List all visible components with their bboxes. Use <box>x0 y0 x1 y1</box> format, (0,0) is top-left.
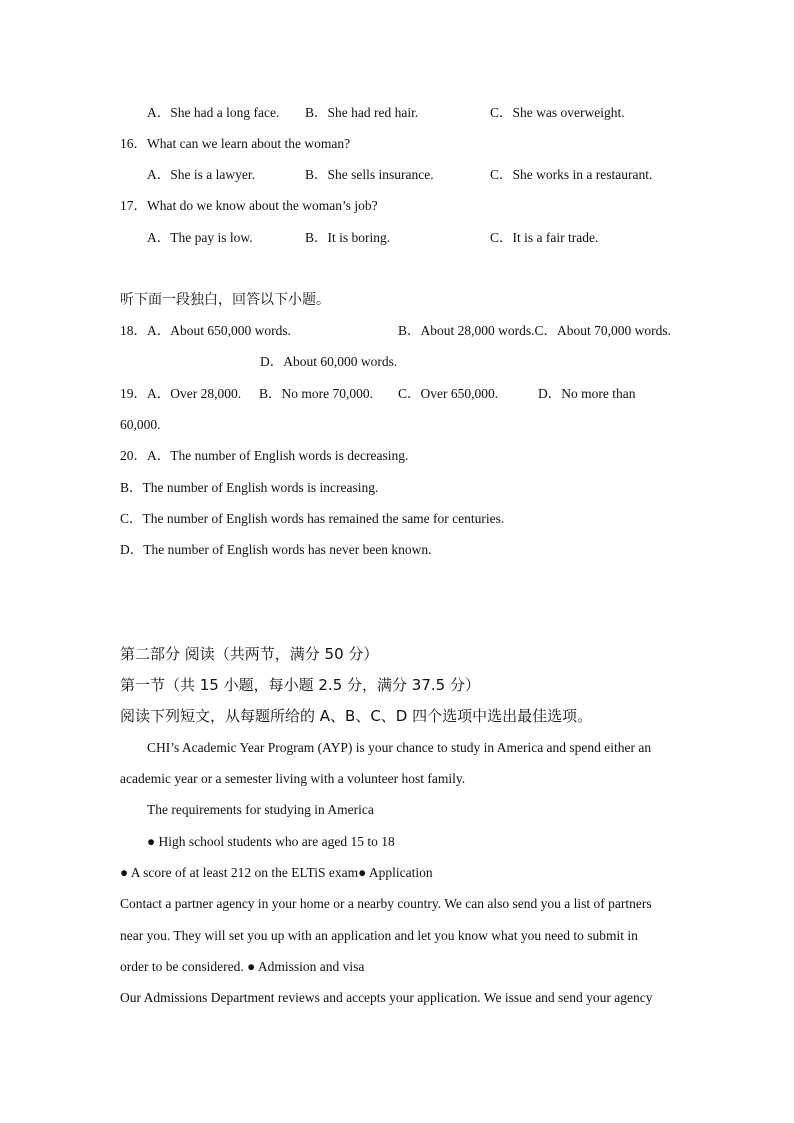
q19-option-a: 19．A．Over 28,000. <box>120 386 242 401</box>
passage-line-1: CHI’s Academic Year Program (AYP) is your chance to study in America and spend either an <box>147 740 652 755</box>
passage-line-8: order to be considered. ● Admission and visa <box>120 959 365 974</box>
monologue-instruction: 听下面一段独白，回答以下小题。 <box>120 292 330 308</box>
q17-option-a: A．The pay is low. <box>147 230 253 245</box>
q20-option-d: D．The number of English words has never been known. <box>120 542 432 557</box>
q19-option-b: B．No more 70,000. <box>259 386 373 401</box>
q19-option-d: D．No more than <box>538 386 636 401</box>
q18-options-b-c: B．About 28,000 words.C．About 70,000 words. <box>398 323 672 338</box>
q18-option-d: D．About 60,000 words. <box>260 354 398 369</box>
q18-option-a: 18．A．About 650,000 words. <box>120 323 291 338</box>
section1-heading: 第一节（共 15 小题，每小题 2.5 分，满分 37.5 分） <box>120 676 480 694</box>
q15-option-a: A．She had a long face. <box>147 105 280 120</box>
passage-line-7: near you. They will set you up with an application and let you know what you need to submit in <box>120 928 638 943</box>
requirements-heading: The requirements for studying in America <box>147 802 374 817</box>
passage-line-2: academic year or a semester living with a volunteer host family. <box>120 771 466 786</box>
passage-line-6: Contact a partner agency in your home or a nearby country. We can also send you a list of partners <box>120 896 652 911</box>
q17-option-c: C．It is a fair trade. <box>490 230 599 245</box>
q17-question: 17．What do we know about the woman’s job? <box>120 198 378 213</box>
q20-option-a: 20．A．The number of English words is decreasing. <box>120 448 409 463</box>
q19-option-c: C．Over 650,000. <box>398 386 499 401</box>
requirement-age: ● High school students who are aged 15 to 18 <box>147 834 395 849</box>
q15-option-b: B．She had red hair. <box>305 105 419 120</box>
passage-line-9: Our Admissions Department reviews and accepts your application. We issue and send your agency <box>120 990 653 1005</box>
q16-question: 16．What can we learn about the woman? <box>120 136 351 151</box>
q20-option-b: B．The number of English words is increasing. <box>120 480 379 495</box>
q19-option-d-continued: 60,000. <box>120 417 161 432</box>
q16-option-c: C．She works in a restaurant. <box>490 167 653 182</box>
requirement-score: ● A score of at least 212 on the ELTiS exam● Application <box>120 865 433 880</box>
q16-option-b: B．She sells insurance. <box>305 167 434 182</box>
q17-option-b: B．It is boring. <box>305 230 391 245</box>
q15-option-c: C．She was overweight. <box>490 105 625 120</box>
q16-option-a: A．She is a lawyer. <box>147 167 255 182</box>
q20-option-c: C．The number of English words has remained the same for centuries. <box>120 511 505 526</box>
part2-heading: 第二部分 阅读（共两节，满分 50 分） <box>120 645 379 663</box>
reading-instruction: 阅读下列短文，从每题所给的 A、B、C、D 四个选项中选出最佳选项。 <box>120 707 593 725</box>
